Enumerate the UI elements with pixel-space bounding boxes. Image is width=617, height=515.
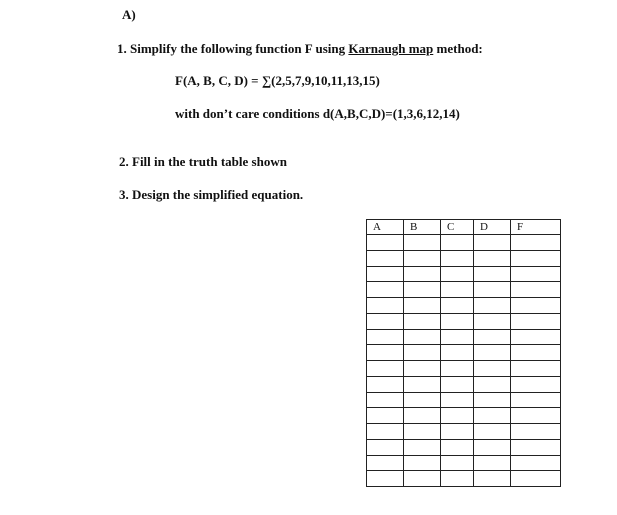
table-cell[interactable] [441,266,474,282]
table-cell[interactable] [367,455,404,471]
table-row [367,392,561,408]
table-cell[interactable] [511,392,561,408]
table-cell[interactable] [404,235,441,251]
table-cell[interactable] [474,345,511,361]
question-3: 3. Design the simplified equation. [119,187,304,202]
table-cell[interactable] [367,392,404,408]
table-cell[interactable] [511,329,561,345]
karnaugh-map-link: Karnaugh map [348,41,434,56]
table-cell[interactable] [441,392,474,408]
table-cell[interactable] [441,345,474,361]
section-label: A) [122,7,136,22]
table-cell[interactable] [367,376,404,392]
table-cell[interactable] [511,471,561,487]
table-cell[interactable] [511,455,561,471]
table-cell[interactable] [474,439,511,455]
table-cell[interactable] [367,329,404,345]
table-cell[interactable] [511,250,561,266]
table-cell[interactable] [367,408,404,424]
table-cell[interactable] [474,235,511,251]
table-row [367,471,561,487]
table-cell[interactable] [404,471,441,487]
table-cell[interactable] [441,471,474,487]
column-header-c: C [441,220,474,235]
table-row [367,424,561,440]
table-cell[interactable] [404,250,441,266]
table-cell[interactable] [404,266,441,282]
table-row [367,298,561,314]
table-cell[interactable] [511,298,561,314]
table-cell[interactable] [367,471,404,487]
table-cell[interactable] [474,361,511,377]
table-cell[interactable] [441,439,474,455]
table-cell[interactable] [441,313,474,329]
question-1-suffix: method: [436,41,483,56]
table-cell[interactable] [474,250,511,266]
table-row [367,361,561,377]
table-cell[interactable] [511,235,561,251]
table-row [367,455,561,471]
table-cell[interactable] [441,408,474,424]
table-cell[interactable] [441,424,474,440]
table-cell[interactable] [404,313,441,329]
table-cell[interactable] [441,455,474,471]
table-cell[interactable] [367,282,404,298]
dont-care-conditions: with don’t care conditions d(A,B,C,D)=(1,3,6,12,14) [175,106,460,121]
question-1-prefix: 1. Simplify the following function F using [117,41,346,56]
table-cell[interactable] [474,329,511,345]
column-header-d: D [474,220,511,235]
table-cell[interactable] [474,471,511,487]
table-cell[interactable] [474,313,511,329]
column-header-a: A [367,220,404,235]
table-cell[interactable] [511,361,561,377]
table-cell[interactable] [367,439,404,455]
table-cell[interactable] [441,329,474,345]
question-1 [117,41,483,57]
table-cell[interactable] [511,424,561,440]
table-cell[interactable] [441,250,474,266]
column-header-f: F [511,220,561,235]
table-cell[interactable] [474,408,511,424]
truth-table-header-row [367,220,561,235]
table-cell[interactable] [511,345,561,361]
table-row [367,313,561,329]
table-cell[interactable] [474,266,511,282]
table-cell[interactable] [404,439,441,455]
table-cell[interactable] [511,439,561,455]
table-row [367,345,561,361]
column-header-b: B [404,220,441,235]
table-row [367,266,561,282]
table-cell[interactable] [511,282,561,298]
table-cell[interactable] [474,424,511,440]
truth-table-body [367,235,561,487]
table-cell[interactable] [511,376,561,392]
table-row [367,250,561,266]
truth-table [366,219,561,487]
table-row [367,235,561,251]
table-cell[interactable] [404,361,441,377]
table-cell[interactable] [404,455,441,471]
table-cell[interactable] [441,282,474,298]
table-cell[interactable] [367,345,404,361]
question-2: 2. Fill in the truth table shown [119,154,287,169]
table-row [367,376,561,392]
table-cell[interactable] [441,376,474,392]
table-cell[interactable] [404,392,441,408]
table-cell[interactable] [367,361,404,377]
table-cell[interactable] [367,313,404,329]
table-cell[interactable] [441,298,474,314]
function-expression: F(A, B, C, D) = ∑(2,5,7,9,10,11,13,15) [175,73,380,88]
table-cell[interactable] [511,408,561,424]
table-cell[interactable] [367,250,404,266]
table-cell[interactable] [367,424,404,440]
table-cell[interactable] [404,345,441,361]
table-cell[interactable] [367,266,404,282]
table-cell[interactable] [511,313,561,329]
table-cell[interactable] [404,376,441,392]
table-cell[interactable] [474,282,511,298]
table-cell[interactable] [441,361,474,377]
table-cell[interactable] [474,392,511,408]
table-cell[interactable] [474,298,511,314]
table-cell[interactable] [474,455,511,471]
table-cell[interactable] [367,298,404,314]
table-cell[interactable] [367,235,404,251]
table-row [367,329,561,345]
table-cell[interactable] [404,298,441,314]
table-row [367,408,561,424]
table-cell[interactable] [404,282,441,298]
table-cell[interactable] [511,266,561,282]
table-cell[interactable] [404,329,441,345]
table-cell[interactable] [404,424,441,440]
table-cell[interactable] [404,408,441,424]
table-row [367,282,561,298]
table-cell[interactable] [474,376,511,392]
table-row [367,439,561,455]
table-cell[interactable] [441,235,474,251]
